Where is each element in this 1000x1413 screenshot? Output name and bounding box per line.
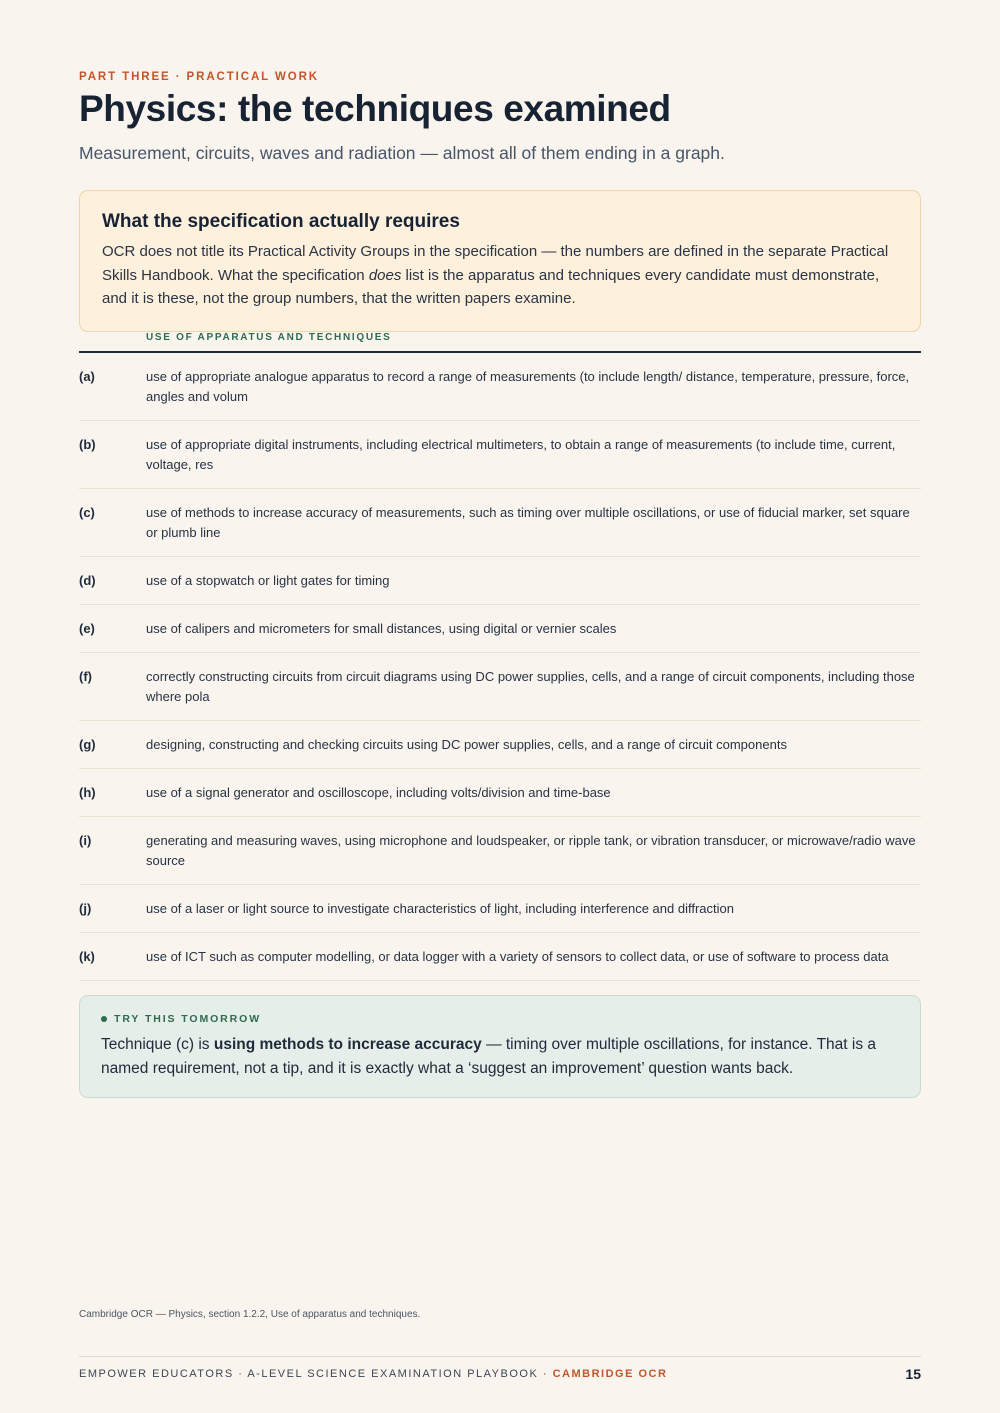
callout-body-before: OCR does not title its Practical Activity Groups in the specification — the numbers are defined in the separate Practical Skills Handbook. What the specification — [102, 243, 889, 284]
row-text: use of a stopwatch or light gates for timing — [146, 573, 390, 588]
row-id: (h) — [79, 785, 96, 800]
row-text: use of calipers and micrometers for small distances, using digital or vernier scales — [146, 621, 617, 636]
row-text: use of ICT such as computer modelling, or data logger with a variety of sensors to collect data, or use of software to process data — [146, 949, 889, 964]
table-row — [79, 605, 921, 653]
row-id: (f) — [79, 669, 92, 684]
page-number: 15 — [905, 1366, 921, 1382]
footer-title — [79, 1368, 667, 1380]
tip-body-bold: using methods to increase accuracy — [213, 1036, 482, 1053]
table-row — [79, 817, 921, 885]
tip-body-before: Technique (c) is — [101, 1036, 214, 1053]
footer-brand: CAMBRIDGE OCR — [552, 1368, 668, 1380]
table-row — [79, 353, 921, 421]
source-note: Cambridge OCR — Physics, section 1.2.2, Use of apparatus and techniques. — [79, 1309, 421, 1320]
page-footer — [79, 1356, 921, 1382]
section-kicker: PART THREE · PRACTICAL WORK — [79, 71, 319, 83]
row-id: (b) — [79, 437, 96, 452]
tip-label — [101, 1013, 898, 1025]
table-column-header: USE OF APPARATUS AND TECHNIQUES — [79, 331, 921, 353]
row-id: (d) — [79, 573, 96, 588]
tip-label-text: TRY THIS TOMORROW — [114, 1013, 262, 1025]
row-id: (a) — [79, 369, 95, 384]
table-row — [79, 489, 921, 557]
bullet-dot-icon — [101, 1016, 107, 1022]
tip-body — [101, 1033, 898, 1081]
row-text: generating and measuring waves, using microphone and loudspeaker, or ripple tank, or vibration transducer, or microwave/radio wave source — [146, 833, 916, 868]
tip-body-after: — timing over multiple oscillations, for instance. That is a named requirement, not a tip, and it is exactly what a ‘suggest an improvement’ question wants back. — [101, 1036, 877, 1077]
row-text: use of a signal generator and oscilloscope, including volts/division and time-base — [146, 785, 611, 800]
row-id: (c) — [79, 505, 95, 520]
row-id: (k) — [79, 949, 95, 964]
row-text: use of appropriate digital instruments, including electrical multimeters, to obtain a range of measurements (to include time, current, voltage, res — [146, 437, 896, 472]
table-row — [79, 421, 921, 489]
footer-title-text: EMPOWER EDUCATORS · A-LEVEL SCIENCE EXAMINATION PLAYBOOK · — [79, 1368, 553, 1380]
row-id: (i) — [79, 833, 92, 848]
page-title: Physics: the techniques examined — [79, 88, 671, 129]
tip-box — [79, 995, 921, 1098]
row-id: (e) — [79, 621, 95, 636]
table-row — [79, 885, 921, 933]
callout-body — [102, 240, 898, 311]
callout-title: What the specification actually requires — [102, 211, 460, 232]
table-row — [79, 653, 921, 721]
spec-callout — [79, 190, 921, 332]
row-id: (g) — [79, 737, 96, 752]
table-row — [79, 933, 921, 981]
table-body — [79, 353, 921, 1028]
row-text: use of appropriate analogue apparatus to record a range of measurements (to include length/ distance, temperature, pressure, force, angles and volum — [146, 369, 910, 404]
row-text: designing, constructing and checking circuits using DC power supplies, cells, and a range of circuit components — [146, 737, 787, 752]
page-subtitle: Measurement, circuits, waves and radiation — almost all of them ending in a graph. — [79, 143, 725, 163]
row-id: (j) — [79, 901, 92, 916]
techniques-table — [79, 331, 921, 1028]
row-text: use of methods to increase accuracy of measurements, such as timing over multiple oscillations, or use of fiducial marker, set square or plumb line — [146, 505, 910, 540]
row-text: use of a laser or light source to investigate characteristics of light, including interference and diffraction — [146, 901, 734, 916]
callout-body-emphasis: does — [368, 266, 402, 284]
table-row — [79, 769, 921, 817]
callout-body-after: list is the apparatus and techniques every candidate must demonstrate, and it is these, not the group numbers, that the written papers examine. — [102, 266, 880, 307]
table-row — [79, 557, 921, 605]
table-row — [79, 721, 921, 769]
row-text: correctly constructing circuits from circuit diagrams using DC power supplies, cells, and a range of circuit components, including those where pola — [146, 669, 915, 704]
